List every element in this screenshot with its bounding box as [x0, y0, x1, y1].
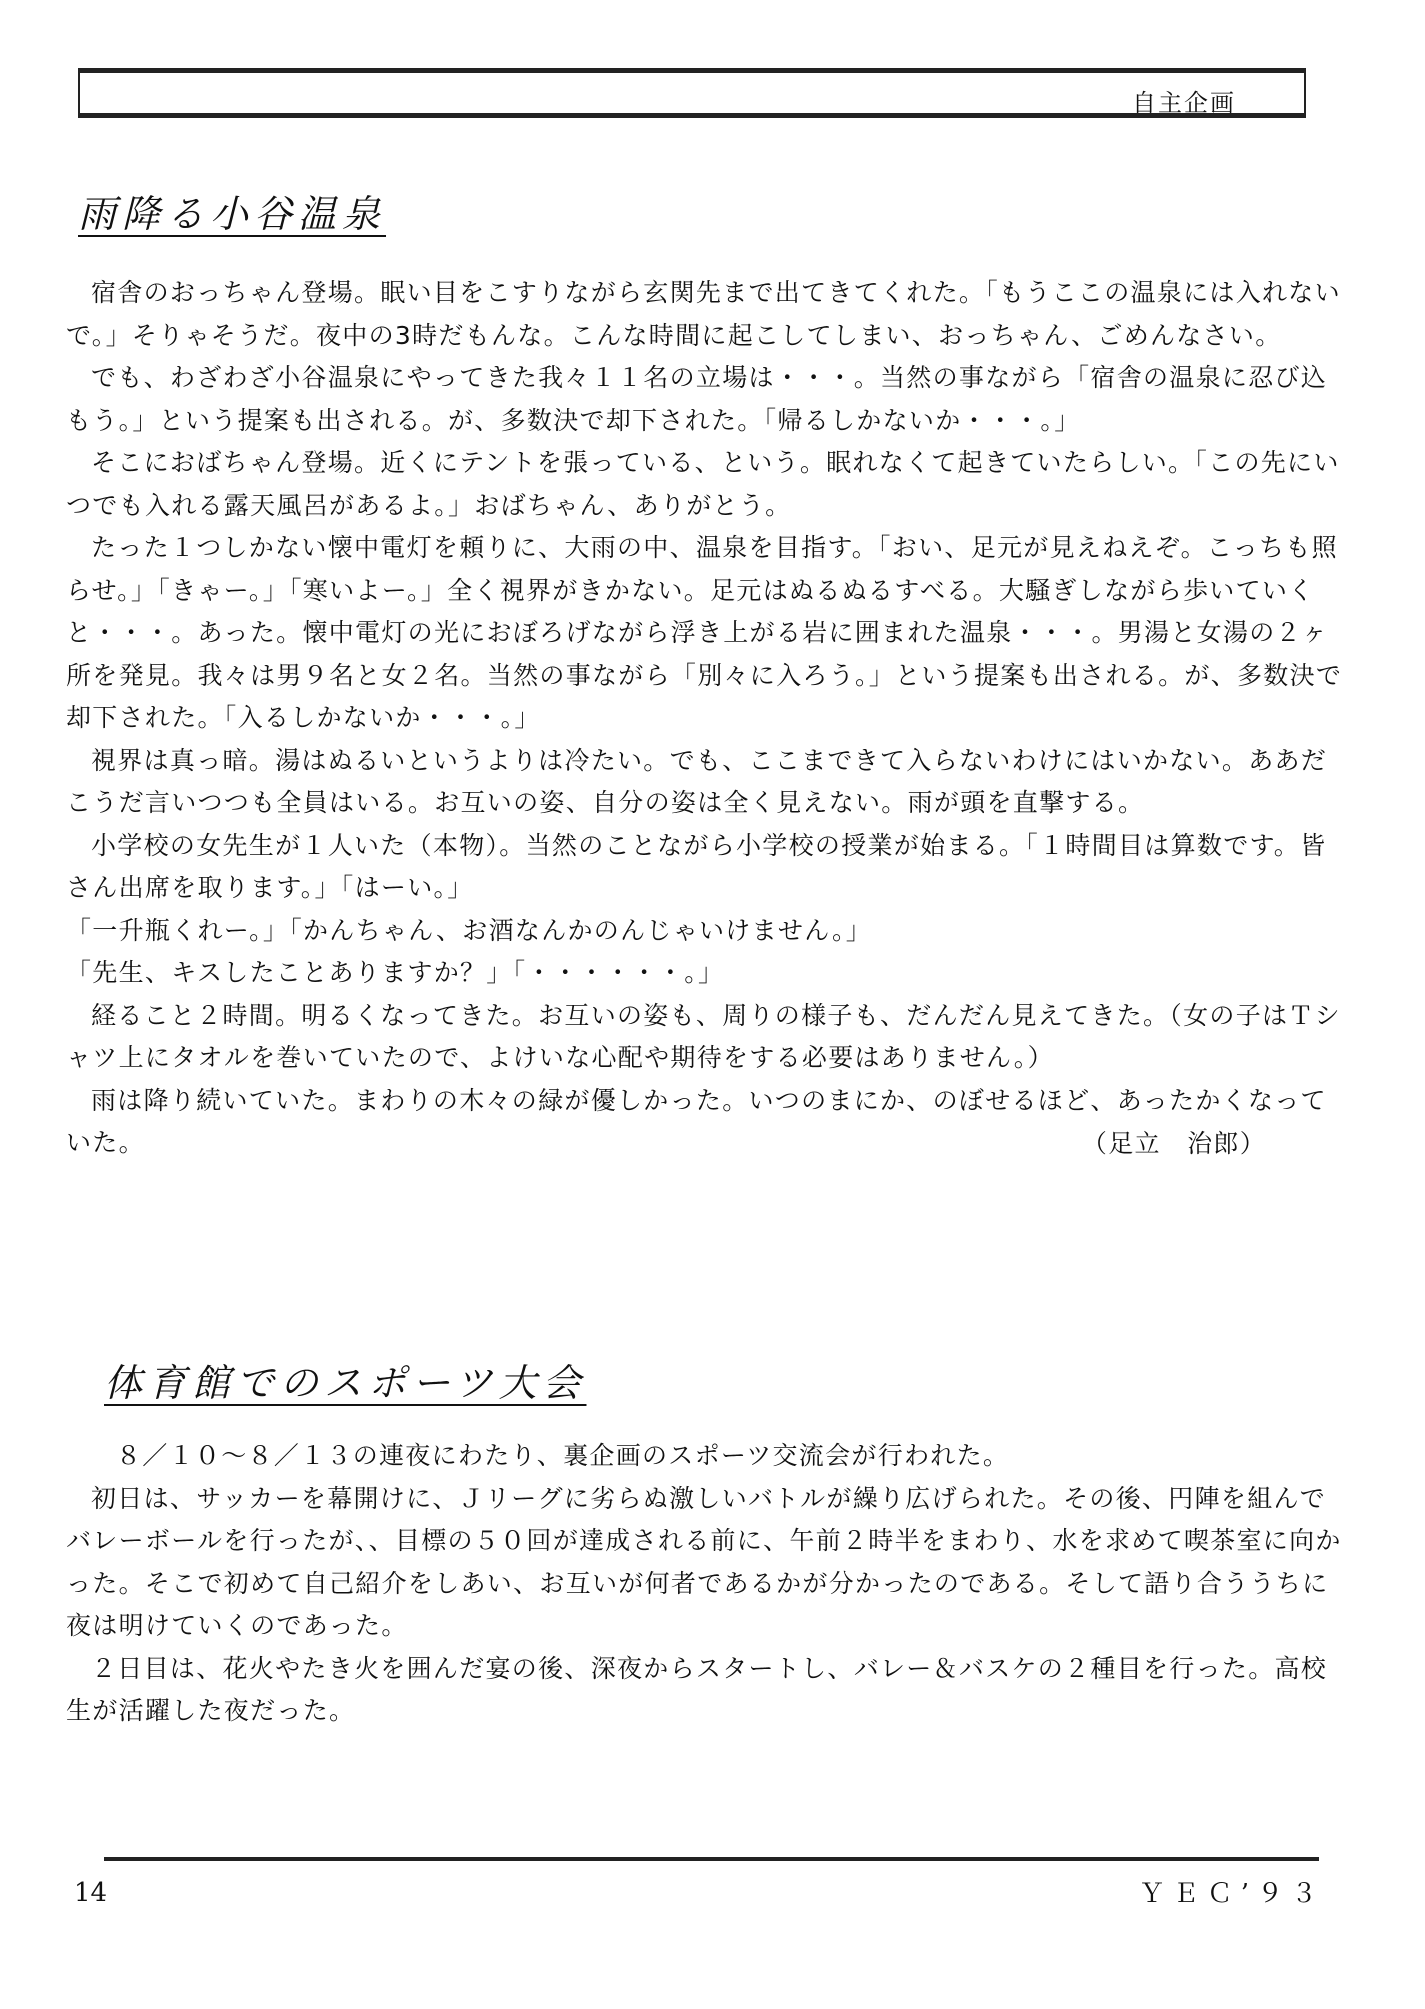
paragraph: ２日目は、花火やたき火を囲んだ宴の後、深夜からスタートし、バレー＆バスケの２種目を行った。高校生が活躍した夜だった。	[66, 1653, 1328, 1725]
dialogue-line: 「先生、キスしたことありますか？」「・・・・・・。」	[66, 958, 725, 987]
page-number: 14	[74, 1878, 108, 1908]
footer-rule	[104, 1857, 1319, 1861]
paragraph: ８／１０～８／１３の連夜にわたり、裏企画のスポーツ交流会が行われた。	[116, 1441, 1010, 1470]
paragraph: 視界は真っ暗。湯はぬるいというよりは冷たい。でも、ここまできて入らないわけにはいかない。ああだこうだ言いつつも全員はいる。お互いの姿、自分の姿は全く見えない。雨が頭を直撃する。	[66, 745, 1328, 817]
publication-label: ＹＥＣ’９３	[1138, 1879, 1325, 1909]
article1-body	[66, 272, 1346, 1165]
paragraph: 初日は、サッカーを幕開けに、Ｊリーグに劣らぬ激しいバトルが繰り広げられた。その後、円陣を組んでバレーボールを行ったが、、目標の５０回が達成される前に、午前２時半をまわり、水を求めて喫茶室に向かった。そこで初めて自己紹介をしあい、お互いが何者であるかが分かったのである。そして語り合ううちに夜は明けていくのであった。	[66, 1483, 1342, 1640]
paragraph: たった１つしかない懐中電灯を頼りに、大雨の中、温泉を目指す。「おい、足元が見えねえぞ。こっちも照らせ。」「きゃー。」「寒いよー。」全く視界がきかない。足元はぬるぬるすべる。大騒ぎしながら歩いていくと・・・。あった。懐中電灯の光におぼろげながら浮き上がる岩に囲まれた温泉・・・。男湯と女湯の２ヶ所を発見。我々は男９名と女２名。当然の事ながら「別々に入ろう。」という提案も出される。が、多数決で却下された。「入るしかないか・・・。」	[66, 533, 1343, 732]
paragraph: 宿舎のおっちゃん登場。眠い目をこすりながら玄関先まで出てきてくれた。「もうここの温泉には入れないで。」そりゃそうだ。夜中の3時だもんな。こんな時間に起こしてしまい、おっちゃん、ごめんなさい。	[66, 278, 1341, 350]
section-label: 自主企画	[1132, 89, 1236, 117]
article2-title: 体育館でのスポーツ大会	[104, 1361, 587, 1405]
header-box	[78, 68, 1306, 118]
paragraph: そこにおばちゃん登場。近くにテントを張っている、という。眠れなくて起きていたらしい。「この先にいつでも入れる露天風呂があるよ。」おばちゃん、ありがとう。	[66, 448, 1340, 520]
paragraph: 雨は降り続いていた。まわりの木々の緑が優しかった。いつのまにか、のぼせるほど、あったかくなっていた。	[66, 1085, 1327, 1157]
paragraph: 経ること２時間。明るくなってきた。お互いの姿も、周りの様子も、だんだん見えてきた。（女の子はＴシャツ上にタオルを巻いていたので、よけいな心配や期待をする必要はありません。）	[66, 1000, 1341, 1072]
paragraph: でも、わざわざ小谷温泉にやってきた我々１１名の立場は・・・。当然の事ながら「宿舎の温泉に忍び込もう。」という提案も出される。が、多数決で却下された。「帰るしかないか・・・。」	[66, 363, 1328, 435]
author-name: （足立 治郎）	[1081, 1128, 1266, 1158]
article1-title: 雨降る小谷温泉	[78, 192, 387, 236]
paragraph: 小学校の女先生が１人いた（本物）。当然のことながら小学校の授業が始まる。「１時間目は算数です。皆さん出席を取ります。」「はーい。」	[66, 830, 1327, 902]
dialogue-line: 「一升瓶くれー。」「かんちゃん、お酒なんかのんじゃいけません。」	[66, 915, 873, 945]
article2-body	[66, 1435, 1346, 1733]
